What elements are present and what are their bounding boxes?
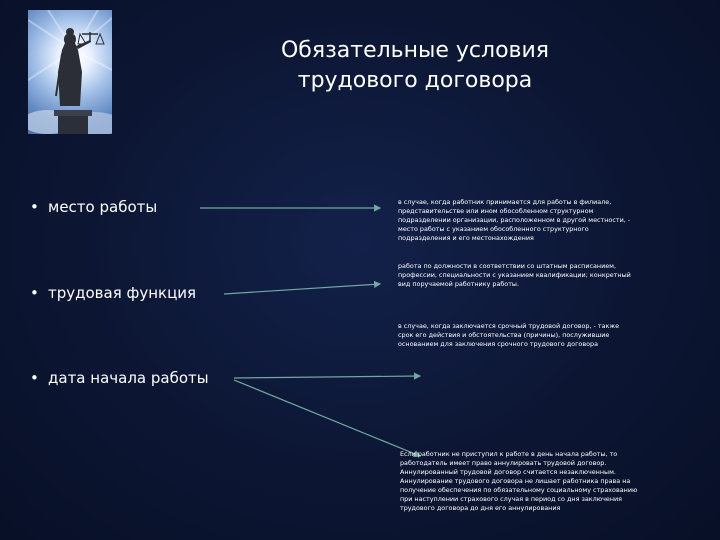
arrow-labor-function: [224, 284, 380, 294]
title-line-1: Обязательные условия: [280, 38, 550, 63]
arrow-start-date-annul: [234, 380, 420, 456]
arrow-start-date-term: [234, 376, 420, 378]
bullet-label: место работы: [48, 198, 158, 216]
bullet-label: дата начала работы: [48, 369, 209, 387]
note-term-contract: в случае, когда заключается срочный трудовой договор, - также срок его действия и обстоятельства (причины), послужившие основанием для заключения срочного трудового договора: [398, 322, 620, 348]
bullet-marker: •: [30, 369, 39, 387]
note-labor-function: работа по должности в соответствии со штатным расписанием, профессии, специальности с указанием квалификации; конкретный вид поручаемой работнику работы.: [398, 262, 631, 288]
title-line-2: трудового договора: [297, 68, 533, 93]
note-workplace: в случае, когда работник принимается для работы в филиале, представительстве или ином обособленном структурном подразделении организации, расположенном в другой местности, - место работы с указанием обособленного структурного подразделения и его местонахождения: [398, 198, 631, 242]
note-annulment: Если работник не приступил к работе в день начала работы, то работодатель имеет право аннулировать трудовой договор. Аннулированный трудовой договор считается незаключенным. Аннулирование трудового договора не лишает работника права на получение обеспечения по обязательному социальному страхованию при наступлении страхового случая в период со дня заключения трудового договора до дня его аннулирования: [400, 450, 638, 512]
bullet-marker: •: [30, 198, 39, 216]
bullet-label: трудовая функция: [48, 284, 197, 302]
bullet-marker: •: [30, 284, 39, 302]
